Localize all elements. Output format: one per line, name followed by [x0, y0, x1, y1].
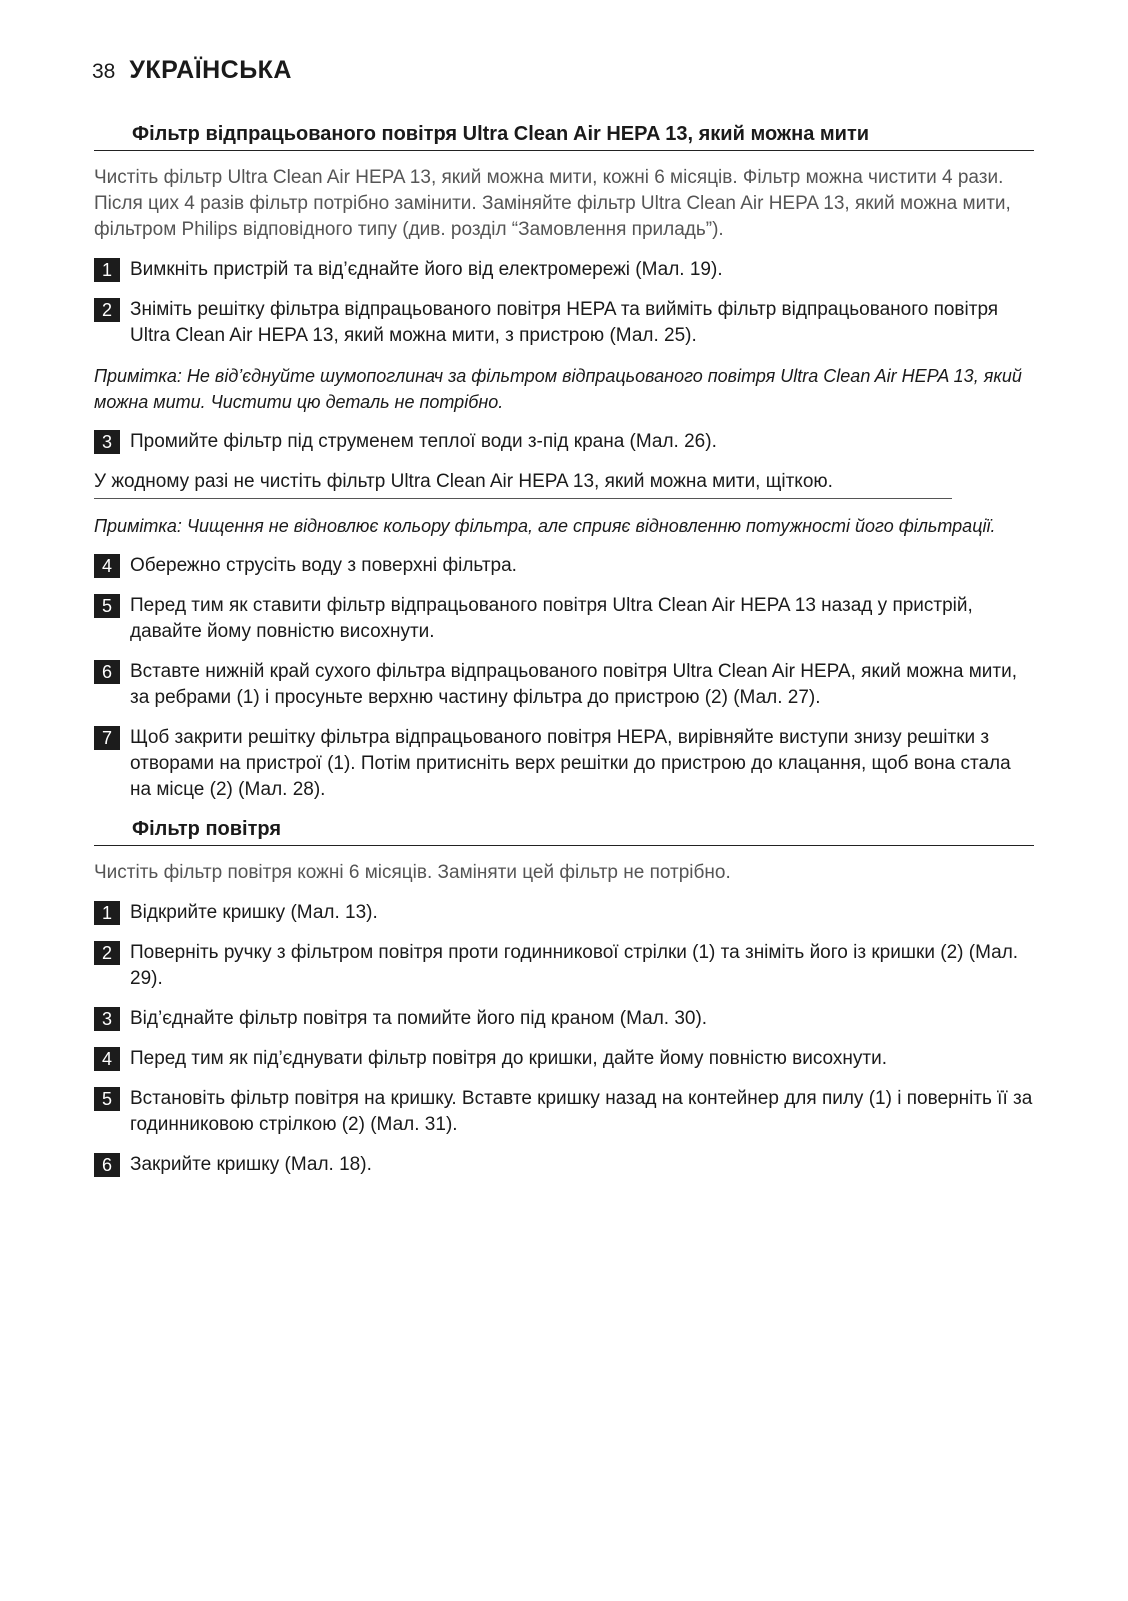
step-number-badge: 1 — [94, 901, 120, 925]
step-item — [94, 659, 1034, 711]
step-number-badge: 3 — [94, 430, 120, 454]
step-item — [94, 1006, 1034, 1032]
step-text: Перед тим як під’єднувати фільтр повітря до кришки, дайте йому повністю висохнути. — [130, 1048, 887, 1069]
step-number-badge: 2 — [94, 941, 120, 965]
section-intro: Чистіть фільтр повітря кожні 6 місяців. Заміняти цей фільтр не потрібно. — [94, 862, 731, 883]
warning-text: У жодному разі не чистіть фільтр Ultra Clean Air HEPA 13, який можна мити, щіткою. — [94, 469, 952, 499]
step-text: Вставте нижній край сухого фільтра відпрацьованого повітря Ultra Clean Air HEPA, який можна мити, за ребрами (1) і просуньте верхню частину фільтра до пристрою (2) (Мал. 27). — [130, 661, 1018, 708]
step-item — [94, 940, 1034, 992]
note: Примітка: Не від’єднуйте шумопоглинач за фільтром відпрацьованого повітря Ultra Clean Air HEPA 13, який можна мити. Чистити цю деталь не потрібно. — [94, 366, 1022, 412]
step-number-badge: 6 — [94, 660, 120, 684]
page-number: 38 — [92, 60, 116, 83]
step-number-badge: 2 — [94, 298, 120, 322]
step-number-badge: 4 — [94, 554, 120, 578]
section-title-air-filter: Фільтр повітря — [94, 817, 1034, 846]
step-item — [94, 553, 1034, 579]
step-item — [94, 593, 1034, 645]
step-text: Вимкніть пристрій та від’єднайте його від електромережі (Мал. 19). — [130, 259, 723, 280]
step-number-badge: 5 — [94, 1087, 120, 1111]
step-text: Поверніть ручку з фільтром повітря проти годинникової стрілки (1) та зніміть його із кришки (2) (Мал. 29). — [130, 942, 1019, 989]
step-item — [94, 429, 1034, 455]
step-item — [94, 1046, 1034, 1072]
step-number-badge: 7 — [94, 726, 120, 750]
step-number-badge: 5 — [94, 594, 120, 618]
step-text: Від’єднайте фільтр повітря та помийте його під краном (Мал. 30). — [130, 1008, 708, 1029]
note: Примітка: Чищення не відновлює кольору фільтра, але сприяє відновленню потужності його фільтрації. — [94, 516, 996, 536]
step-number-badge: 1 — [94, 258, 120, 282]
section-intro: Чистіть фільтр Ultra Clean Air HEPA 13, який можна мити, кожні 6 місяців. Фільтр можна чистити 4 рази. Після цих 4 разів фільтр потрібно замінити. Заміняйте фільтр Ultra Clean Air HEPA 13, який можна мити, фільтром Philips відповідного типу (див. розділ “Замовлення приладь”). — [94, 167, 1011, 240]
step-item — [94, 1152, 1034, 1178]
step-text: Обережно струсіть воду з поверхні фільтра. — [130, 555, 517, 576]
section-title-hepa-filter: Фільтр відпрацьованого повітря Ultra Clean Air HEPA 13, який можна мити — [94, 122, 1034, 151]
step-text: Щоб закрити решітку фільтра відпрацьованого повітря HEPA, вирівняйте виступи знизу решітки з отворами на пристрої (1). Потім притисніть верх решітки до пристрою до клацання, щоб вона стала на місце (2) (Мал. 28). — [130, 727, 1011, 800]
step-text: Зніміть решітку фільтра відпрацьованого повітря HEPA та вийміть фільтр відпрацьованого повітря Ultra Clean Air HEPA 13, який можна мити, з пристрою (Мал. 25). — [130, 299, 999, 346]
step-number-badge: 6 — [94, 1153, 120, 1177]
step-number-badge: 3 — [94, 1007, 120, 1031]
page-header — [92, 56, 292, 85]
language-heading: УКРАЇНСЬКА — [129, 56, 292, 84]
step-number-badge: 4 — [94, 1047, 120, 1071]
step-text: Закрийте кришку (Мал. 18). — [130, 1154, 372, 1175]
step-item — [94, 725, 1034, 803]
step-item — [94, 257, 1034, 283]
step-text: Встановіть фільтр повітря на кришку. Вставте кришку назад на контейнер для пилу (1) і поверніть її за годинниковою стрілкою (2) (Мал. 31). — [130, 1088, 1033, 1135]
step-item — [94, 900, 1034, 926]
step-item — [94, 297, 1034, 349]
page-content — [94, 122, 1034, 1192]
step-item — [94, 1086, 1034, 1138]
step-text: Відкрийте кришку (Мал. 13). — [130, 902, 378, 923]
step-text: Перед тим як ставити фільтр відпрацьованого повітря Ultra Clean Air HEPA 13 назад у пристрій, давайте йому повністю висохнути. — [130, 595, 973, 642]
step-text: Промийте фільтр під струменем теплої води з-під крана (Мал. 26). — [130, 431, 717, 452]
